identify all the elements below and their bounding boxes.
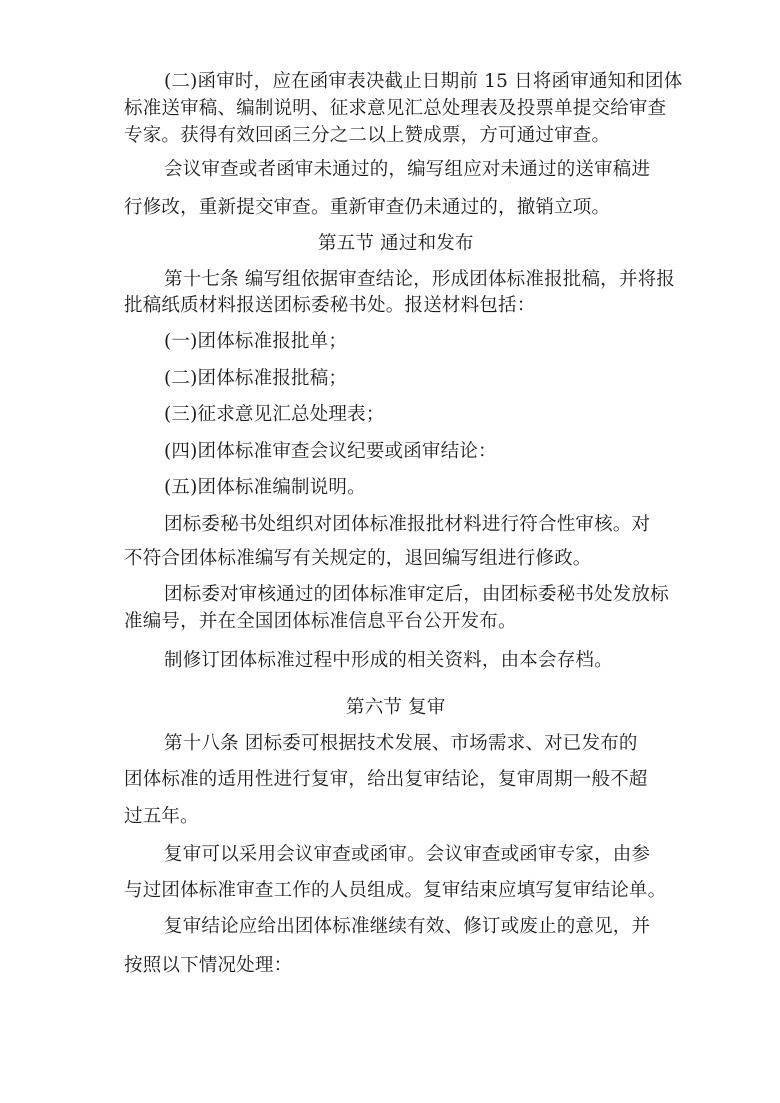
paragraph-line: 会议审查或者函审未通过的，编写组应对未通过的送审稿进	[164, 159, 651, 180]
paragraph-line: 制修订团体标准过程中形成的相关资料，由本会存档。	[164, 650, 613, 671]
list-item: (一)团体标准报批单；	[164, 331, 348, 352]
article-line: 第十八条 团标委可根据技术发展、市场需求、对已发布的	[164, 733, 638, 754]
section-heading: 第五节 通过和发布	[318, 233, 474, 254]
list-item: (二)团体标准报批稿；	[164, 368, 348, 389]
article-line: 团体标准的适用性进行复审，给出复审结论，复审周期一般不超	[124, 769, 648, 790]
list-item: (四)团体标准审查会议纪要或函审结论：	[164, 441, 497, 462]
paragraph-line: 团标委对审核通过的团体标准审定后，由团标委秘书处发放标	[164, 584, 669, 605]
section-heading: 第六节 复审	[346, 697, 446, 718]
paragraph-line: 复审可以采用会议审查或函审。会议审查或函审专家，由参	[164, 844, 651, 865]
paragraph-line: 与过团体标准审查工作的人员组成。复审结束应填写复审结论单。	[124, 880, 667, 901]
paragraph-line: (二)函审时，应在函审表决截止日期前 15 日将函审通知和团体	[164, 71, 683, 92]
paragraph-line: 准编号，并在全国团体标准信息平台公开发布。	[124, 611, 517, 632]
paragraph-line: 专家。获得有效回函三分之二以上赞成票，方可通过审查。	[124, 125, 611, 146]
paragraph-line: 团标委秘书处组织对团体标准报批材料进行符合性审核。对	[164, 514, 651, 535]
list-item: (五)团体标准编制说明。	[164, 477, 366, 498]
list-item: (三)征求意见汇总处理表；	[164, 404, 385, 425]
paragraph-line: 复审结论应给出团体标准继续有效、修订或废止的意见，并	[164, 916, 651, 937]
paragraph-line: 标准送审稿、编制说明、征求意见汇总处理表及投票单提交给审查	[124, 98, 667, 119]
article-line: 过五年。	[124, 806, 199, 827]
article-line: 第十七条 编写组依据审查结论，形成团体标准报批稿，并将报	[164, 269, 675, 290]
paragraph-line: 行修改，重新提交审查。重新审查仍未通过的，撤销立项。	[124, 197, 611, 218]
paragraph-line: 不符合团体标准编写有关规定的，退回编写组进行修政。	[124, 548, 592, 569]
article-line: 批稿纸质材料报送团标委秘书处。报送材料包括：	[124, 295, 536, 316]
paragraph-line: 按照以下情况处理：	[124, 955, 293, 976]
